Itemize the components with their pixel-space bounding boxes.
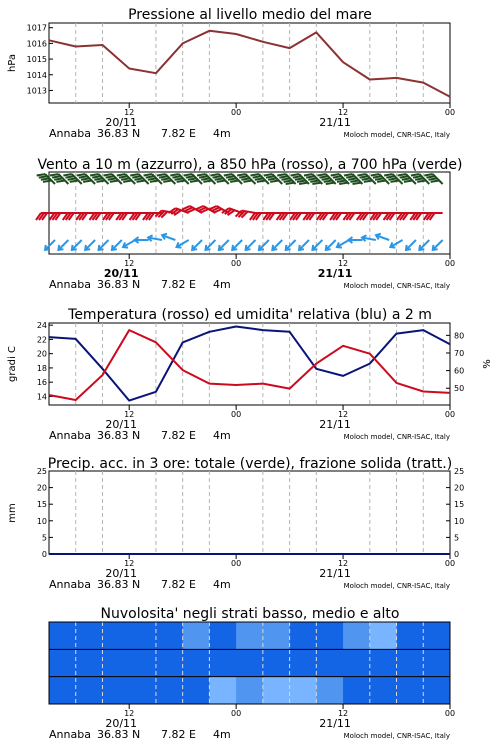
pressure-time-tick-label: 12 <box>124 108 135 117</box>
wind-credit: Moloch model, CNR-ISAC, Italy <box>343 282 450 290</box>
cloud-cell <box>209 677 236 704</box>
cloud-date-label: 21/11 <box>319 717 351 730</box>
wind-barb <box>411 171 429 189</box>
wind-barb-staff <box>419 240 429 250</box>
temp-location-lat: 36.83 N <box>97 429 141 442</box>
temp-location-alt: 4m <box>213 429 231 442</box>
cloud-cell <box>263 649 290 676</box>
cloud-cell <box>370 677 397 704</box>
cloud-cell <box>76 649 103 676</box>
wind-barb <box>184 171 202 189</box>
wind-barb <box>130 171 148 189</box>
humidity-ylabel: % <box>482 359 493 369</box>
wind-barb <box>297 238 311 252</box>
temp-ytick-label: 24 <box>36 321 47 331</box>
wind-barb <box>243 238 257 252</box>
wind-barb-staff <box>192 240 202 250</box>
cloud-location-name: Annaba <box>49 728 91 741</box>
temp-time-tick-label: 12 <box>337 410 349 419</box>
wind-barb <box>210 171 228 189</box>
precip-ytick-label: 0 <box>41 550 47 559</box>
wind-barb-staff <box>85 240 95 250</box>
wind-barb-staff <box>246 240 256 250</box>
wind-barb <box>144 171 162 189</box>
precip-ytick-label-right: 15 <box>454 500 465 510</box>
precip-ytick-label-right: 0 <box>454 550 460 559</box>
wind-location-lat: 36.83 N <box>97 278 141 291</box>
cloud-credit: Moloch model, CNR-ISAC, Italy <box>343 732 450 740</box>
temp-ytick-label: 22 <box>36 335 47 345</box>
wind-barb <box>157 171 175 189</box>
wind-location-alt: 4m <box>213 278 231 291</box>
cloud-cell <box>76 677 103 704</box>
wind-barb <box>237 171 255 189</box>
wind-barb <box>277 171 295 189</box>
pressure-title: Pressione al livello medio del mare <box>128 7 372 23</box>
cloud-cell <box>370 622 397 649</box>
wind-barb-staff <box>272 240 282 250</box>
cloud-cell <box>129 622 156 649</box>
cloud-cell <box>209 622 236 649</box>
cloud-cell <box>343 677 370 704</box>
temp-ytick-label: 14 <box>36 392 47 402</box>
wind-date-label: 20/11 <box>103 267 139 280</box>
cloud-time-tick-label: 12 <box>337 709 349 718</box>
cloud-cell <box>49 677 76 704</box>
wind-time-tick-label: 00 <box>231 259 242 268</box>
wind-barb-staff <box>406 240 416 250</box>
precip-credit: Moloch model, CNR-ISAC, Italy <box>343 582 450 590</box>
wind-barb <box>56 238 70 252</box>
pressure-time-tick-label: 00 <box>444 108 456 117</box>
wind-barb <box>357 171 375 189</box>
wind-barb <box>175 237 190 249</box>
cloud-cell <box>129 677 156 704</box>
cloud-cell <box>397 677 424 704</box>
cloud-cell <box>316 649 343 676</box>
wind-barb <box>70 238 84 252</box>
cloud-cell <box>397 649 424 676</box>
wind-barb <box>190 238 204 252</box>
temp-location-lon: 7.82 E <box>161 429 196 442</box>
wind-barb <box>170 171 188 189</box>
wind-barb <box>37 171 55 189</box>
humidity-ytick-label-right: 60 <box>454 366 465 376</box>
temp-ytick-label: 18 <box>36 363 47 373</box>
cloud-time-tick-label: 00 <box>231 709 242 718</box>
pressure-ylabel: hPa <box>7 53 18 73</box>
temp-date-label: 21/11 <box>319 418 351 431</box>
wind-barb-staff <box>219 240 229 250</box>
precip-time-tick-label: 12 <box>337 559 349 568</box>
wind-barb <box>371 171 389 189</box>
precip-title: Precip. acc. in 3 ore: totale (verde), frazione solida (tratt.) <box>47 456 453 472</box>
precip-location-lat: 36.83 N <box>97 578 141 591</box>
wind-barb-staff <box>232 240 242 250</box>
pressure-date-label: 20/11 <box>105 116 138 129</box>
temp-ytick-label: 16 <box>36 378 47 388</box>
wind-barb <box>398 171 416 189</box>
cloud-location-lon: 7.82 E <box>161 728 196 741</box>
cloud-cell <box>290 649 317 676</box>
wind-barb-staff <box>259 240 269 250</box>
wind-barb <box>270 238 284 252</box>
wind-barb <box>424 213 443 220</box>
cloud-cell <box>236 677 263 704</box>
wind-barb <box>230 238 244 252</box>
cloud-cell <box>102 677 129 704</box>
cloud-location-lat: 36.83 N <box>97 728 141 741</box>
cloud-cell <box>236 649 263 676</box>
precip-time-tick-label: 00 <box>444 559 456 568</box>
precip-time-tick-label: 00 <box>231 559 242 568</box>
cloud-cell <box>102 622 129 649</box>
cloud-cell <box>183 649 210 676</box>
wind-barb <box>117 171 135 189</box>
wind-barb <box>310 238 324 252</box>
precip-ytick-label: 15 <box>36 500 47 510</box>
precip-ytick-label: 25 <box>36 467 47 476</box>
pressure-ytick-label: 1015 <box>26 55 47 65</box>
precip-ylabel: mm <box>7 503 18 523</box>
wind-barb <box>264 171 282 189</box>
cloud-cell <box>370 649 397 676</box>
precip-ytick-label-right: 20 <box>454 483 465 493</box>
wind-barb <box>96 238 110 252</box>
temp-ylabel: gradi C <box>7 346 18 382</box>
precip-ytick-label-right: 10 <box>454 516 465 526</box>
wind-barb-staff <box>58 240 68 250</box>
wind-barb <box>257 238 271 252</box>
cloud-cell <box>156 622 183 649</box>
cloud-cell <box>263 677 290 704</box>
precip-ytick-label-right: 5 <box>454 533 460 543</box>
pressure-frame <box>49 23 450 103</box>
pressure-time-tick-label: 00 <box>231 108 242 117</box>
wind-barb <box>384 171 402 189</box>
temp-time-tick-label: 12 <box>124 410 135 419</box>
cloud-cell <box>209 649 236 676</box>
cloud-cell <box>76 622 103 649</box>
cloud-cell <box>236 622 263 649</box>
temp-location-name: Annaba <box>49 429 91 442</box>
precip-ytick-label-right: 25 <box>454 467 465 476</box>
cloud-date-label: 20/11 <box>105 717 138 730</box>
humidity-ytick-label-right: 70 <box>454 348 465 358</box>
wind-time-tick-label: 00 <box>444 259 456 268</box>
cloud-cell <box>290 622 317 649</box>
precip-ytick-label: 20 <box>36 483 47 493</box>
wind-barb-staff <box>45 240 55 250</box>
wind-barb <box>417 238 431 252</box>
cloud-cell <box>397 622 424 649</box>
wind-barb-staff <box>286 240 296 250</box>
cloud-cell <box>263 622 290 649</box>
wind-location-name: Annaba <box>49 278 91 291</box>
pressure-credit: Moloch model, CNR-ISAC, Italy <box>343 131 450 139</box>
wind-barb-staff <box>112 240 122 250</box>
wind-barb-staff <box>72 240 82 250</box>
pressure-ytick-label: 1016 <box>26 39 47 49</box>
precip-frame <box>49 471 450 554</box>
wind-barb <box>161 232 176 242</box>
temp-time-tick-label: 00 <box>231 410 242 419</box>
humidity-ytick-label-right: 80 <box>454 331 465 341</box>
wind-barb <box>43 238 57 252</box>
precip-location-lon: 7.82 E <box>161 578 196 591</box>
pressure-location-lat: 36.83 N <box>97 127 141 140</box>
wind-barb <box>431 238 445 252</box>
cloud-time-tick-label: 00 <box>444 709 456 718</box>
wind-barb <box>361 235 376 243</box>
wind-barb <box>197 171 215 189</box>
pressure-location-alt: 4m <box>213 127 231 140</box>
wind-barb <box>344 171 362 189</box>
wind-barb <box>284 238 298 252</box>
temp-credit: Moloch model, CNR-ISAC, Italy <box>343 433 450 441</box>
precip-date-label: 20/11 <box>105 567 138 580</box>
cloud-cell <box>423 649 450 676</box>
wind-barb <box>250 171 268 189</box>
wind-barb <box>77 171 95 189</box>
wind-barb-staff <box>433 240 443 250</box>
cloud-cell <box>129 649 156 676</box>
precip-location-name: Annaba <box>49 578 91 591</box>
wind-barb <box>389 237 404 249</box>
cloud-cell <box>156 677 183 704</box>
temp-time-tick-label: 00 <box>444 410 456 419</box>
wind-barb <box>217 238 231 252</box>
precip-ytick-label: 10 <box>36 516 47 526</box>
wind-title: Vento a 10 m (azzurro), a 850 hPa (rosso), a 700 hPa (verde) <box>37 157 463 173</box>
cloud-title: Nuvolosita' negli strati basso, medio e alto <box>100 606 400 622</box>
precip-date-label: 21/11 <box>319 567 351 580</box>
wind-barb-staff <box>312 240 322 250</box>
wind-barb <box>110 238 124 252</box>
pressure-location-name: Annaba <box>49 127 91 140</box>
wind-barb <box>135 237 149 243</box>
pressure-time-tick-label: 12 <box>337 108 349 117</box>
precip-ytick-label: 5 <box>41 533 47 543</box>
wind-barb <box>404 238 418 252</box>
wind-time-tick-label: 12 <box>337 259 349 268</box>
wind-barb <box>224 171 242 189</box>
wind-barb <box>331 171 349 189</box>
wind-barb <box>50 171 68 189</box>
cloud-cell <box>183 677 210 704</box>
cloud-cell <box>343 649 370 676</box>
wind-barb <box>317 171 335 189</box>
temp-title: Temperatura (rosso) ed umidita' relativa (blu) a 2 m <box>68 307 432 323</box>
wind-barb-staff <box>99 240 109 250</box>
pressure-location-lon: 7.82 E <box>161 127 196 140</box>
cloud-cell <box>183 622 210 649</box>
wind-barb <box>304 171 322 189</box>
wind-barb <box>90 171 108 189</box>
wind-barb-staff <box>206 240 216 250</box>
cloud-cell <box>49 622 76 649</box>
cloud-cell <box>423 622 450 649</box>
wind-barb <box>324 238 338 252</box>
wind-time-tick-label: 12 <box>124 259 135 268</box>
cloud-cell <box>49 649 76 676</box>
cloud-cell <box>102 649 129 676</box>
wind-barb <box>291 171 309 189</box>
wind-barb <box>63 171 81 189</box>
wind-barb <box>203 238 217 252</box>
wind-barb-staff <box>326 240 336 250</box>
wind-barb <box>348 237 362 243</box>
pressure-line <box>49 31 450 97</box>
pressure-ytick-label: 1017 <box>26 23 47 33</box>
cloud-time-tick-label: 12 <box>124 709 135 718</box>
wind-barb <box>424 171 442 189</box>
wind-barb <box>375 232 390 242</box>
wind-barb-staff <box>299 240 309 250</box>
wind-date-label: 21/11 <box>317 267 353 280</box>
temp-date-label: 20/11 <box>105 418 138 431</box>
cloud-cell <box>316 622 343 649</box>
cloud-cell <box>290 677 317 704</box>
cloud-cell <box>423 677 450 704</box>
humidity-ytick-label-right: 50 <box>454 384 465 394</box>
cloud-cell <box>316 677 343 704</box>
pressure-ytick-label: 1014 <box>26 70 47 80</box>
precip-time-tick-label: 12 <box>124 559 135 568</box>
cloud-location-alt: 4m <box>213 728 231 741</box>
pressure-ytick-label: 1013 <box>26 86 47 96</box>
cloud-cell <box>343 622 370 649</box>
pressure-date-label: 21/11 <box>319 116 351 129</box>
precip-location-alt: 4m <box>213 578 231 591</box>
wind-barb <box>148 235 163 243</box>
wind-barb <box>83 238 97 252</box>
temp-ytick-label: 20 <box>36 349 47 359</box>
wind-location-lon: 7.82 E <box>161 278 196 291</box>
wind-barb <box>103 171 121 189</box>
cloud-cell <box>156 649 183 676</box>
